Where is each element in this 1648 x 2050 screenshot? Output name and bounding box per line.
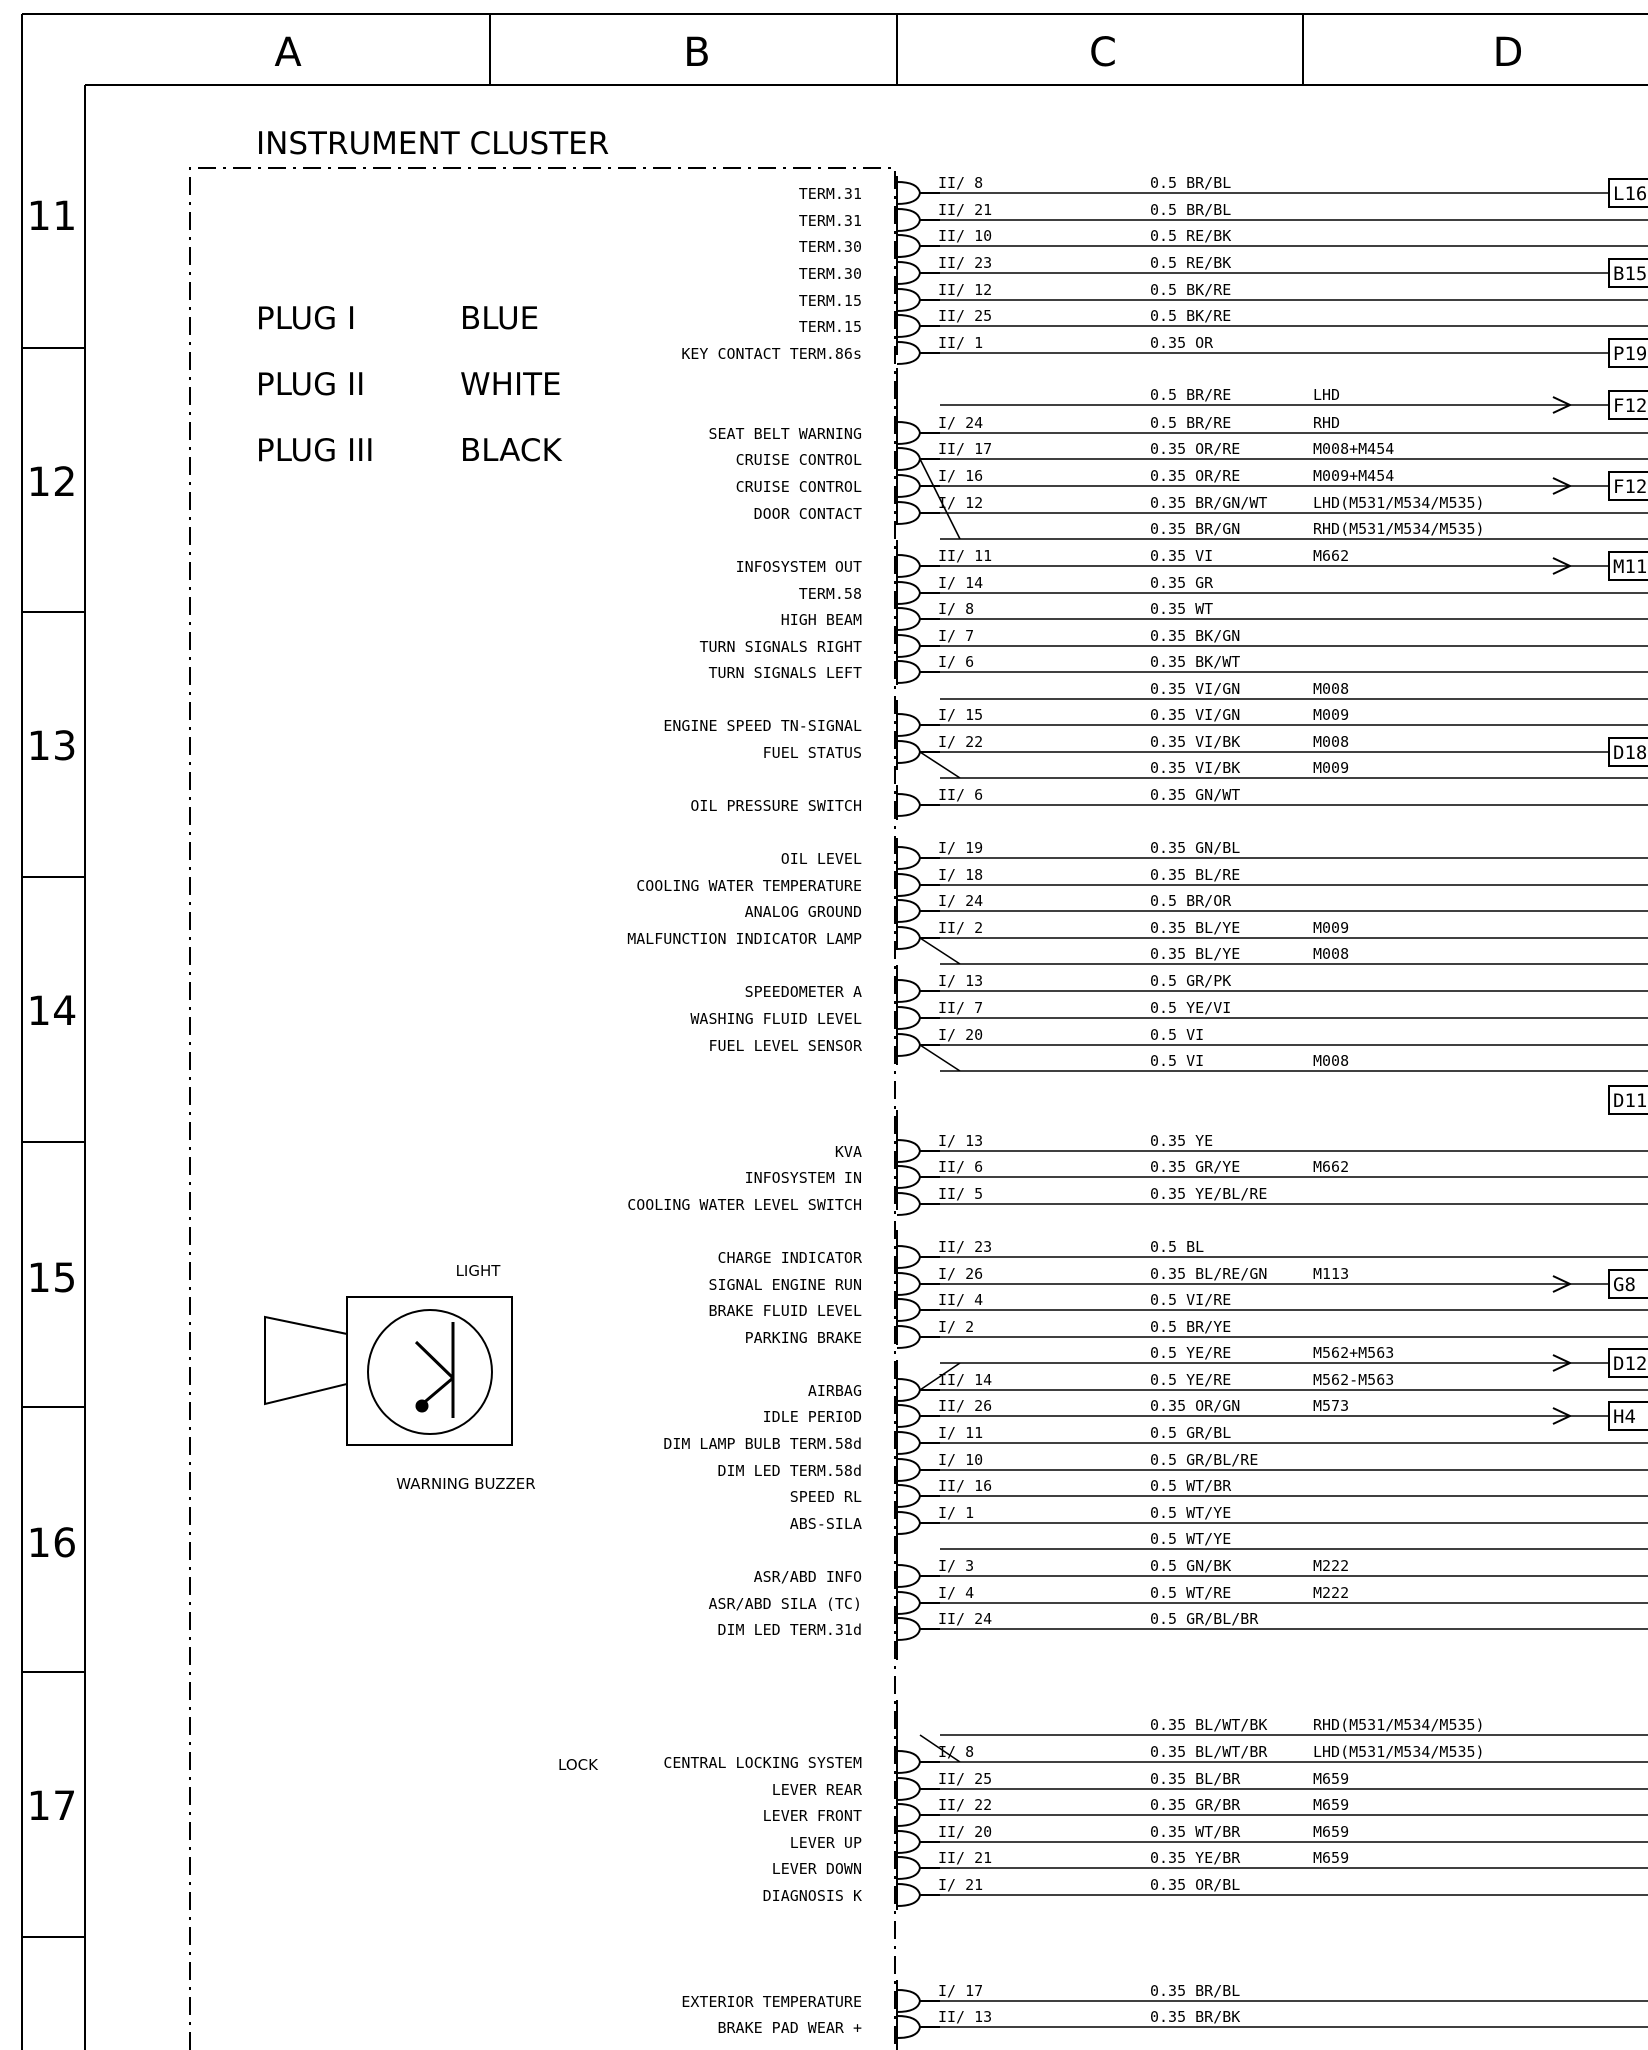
wire-spec: 0.35 BL/YE [1150, 945, 1241, 963]
lock-label: LOCK [558, 1756, 598, 1774]
pin-connector [897, 1379, 940, 1401]
page-title: INSTRUMENT CLUSTER [256, 126, 610, 162]
wire-spec: 0.5 GR/PK [1150, 972, 1232, 990]
pin-number: II/ 12 [938, 281, 993, 299]
buzzer-dot [416, 1400, 428, 1412]
pin-number: I/ 11 [938, 1424, 984, 1442]
signal-label: TERM.31 [798, 185, 862, 203]
component-label: F12 [1613, 395, 1648, 417]
component-label: P19 [1613, 343, 1648, 365]
wire-note: M562+M563 [1313, 1344, 1395, 1362]
pin-number: I/ 26 [938, 1265, 984, 1283]
wire-spec: 0.35 BL/YE [1150, 919, 1241, 937]
pin-number: I/ 13 [938, 1132, 984, 1150]
wire-spec: 0.35 OR/RE [1150, 467, 1241, 485]
plug-name: PLUG III [256, 433, 375, 469]
pin-connector [897, 635, 940, 657]
wire-note: RHD(M531/M534/M535) [1313, 1716, 1485, 1734]
pin-connector [897, 661, 940, 683]
pin-number: I/ 13 [938, 972, 984, 990]
pin-connector [897, 1034, 940, 1056]
pin-connector [897, 1565, 940, 1587]
wire-spec: 0.5 VI [1150, 1026, 1205, 1044]
wire-note: M659 [1313, 1796, 1350, 1814]
signal-label: OIL PRESSURE SWITCH [690, 797, 862, 815]
wire-spec: 0.5 YE/VI [1150, 999, 1232, 1017]
pin-number: I/ 14 [938, 574, 984, 592]
signal-label: PARKING BRAKE [744, 1329, 862, 1347]
wire-spec: 0.35 OR [1150, 334, 1214, 352]
pin-connector [897, 1857, 940, 1879]
row-label: 14 [26, 989, 78, 1035]
pin-number: II/ 2 [938, 919, 984, 937]
wire-spec: 0.35 BL/RE/GN [1150, 1265, 1268, 1283]
signal-label: TURN SIGNALS LEFT [708, 664, 862, 682]
signal-label: TERM.58 [798, 585, 862, 603]
wire-spec: 0.35 BK/WT [1150, 653, 1241, 671]
pin-connector [897, 980, 940, 1002]
pin-number: II/ 14 [938, 1371, 993, 1389]
pin-connector [897, 1140, 940, 1162]
pin-number: II/ 1 [938, 334, 984, 352]
wire-note: LHD(M531/M534/M535) [1313, 1743, 1485, 1761]
buzzer-horn [265, 1317, 347, 1404]
wire-note: M659 [1313, 1770, 1350, 1788]
signal-label: DIM LED TERM.58d [717, 1462, 862, 1480]
pin-connector [897, 289, 940, 311]
component-label: B15 [1613, 263, 1648, 285]
pin-connector [897, 1804, 940, 1826]
pin-number: II/ 13 [938, 2008, 993, 2026]
pin-number: II/ 22 [938, 1796, 993, 1814]
wire-spec: 0.35 GR [1150, 574, 1214, 592]
pin-connector [897, 1512, 940, 1534]
row-label: 13 [26, 724, 78, 770]
pin-number: II/ 25 [938, 1770, 993, 1788]
signal-label: EXTERIOR TEMPERATURE [681, 1993, 862, 2011]
signal-label: ASR/ABD SILA (TC) [708, 1595, 862, 1613]
signal-label: IDLE PERIOD [762, 1408, 862, 1426]
pin-number: II/ 26 [938, 1397, 993, 1415]
pin-number: I/ 22 [938, 733, 984, 751]
wire-spec: 0.5 BK/RE [1150, 307, 1232, 325]
wire-note: M009+M454 [1313, 467, 1395, 485]
pin-connector [897, 1592, 940, 1614]
pin-connector [897, 608, 940, 630]
signal-label: CHARGE INDICATOR [717, 1249, 862, 1267]
wire-note: M562-M563 [1313, 1371, 1395, 1389]
pin-number: II/ 21 [938, 201, 993, 219]
splice-line [920, 752, 960, 778]
pin-connector [897, 1432, 940, 1454]
signal-label: INFOSYSTEM OUT [735, 558, 862, 576]
signal-label: BRAKE PAD WEAR + [717, 2019, 862, 2037]
wire-note: M008+M454 [1313, 440, 1395, 458]
component-label: M11 [1613, 556, 1648, 578]
component-label: F12 [1613, 476, 1648, 498]
pin-number: I/ 1 [938, 1504, 975, 1522]
pin-connector [897, 1831, 940, 1853]
pin-connector [897, 209, 940, 231]
component-label: H4 [1613, 1406, 1636, 1428]
pin-number: II/ 23 [938, 254, 993, 272]
pin-connector [897, 1751, 940, 1773]
column-label: A [274, 30, 302, 76]
plug-color: WHITE [460, 367, 562, 403]
plug-color: BLACK [460, 433, 562, 469]
signal-label: LEVER REAR [771, 1781, 862, 1799]
wire-spec: 0.5 BK/RE [1150, 281, 1232, 299]
signal-label: CRUISE CONTROL [735, 478, 862, 496]
column-label: B [683, 30, 711, 76]
pin-number: II/ 4 [938, 1291, 984, 1309]
pin-number: I/ 8 [938, 600, 975, 618]
wire-spec: 0.5 BR/OR [1150, 892, 1232, 910]
column-label: C [1089, 30, 1117, 76]
signal-label: CRUISE CONTROL [735, 451, 862, 469]
wire-spec: 0.35 BR/GN/WT [1150, 494, 1268, 512]
pin-number: I/ 7 [938, 627, 975, 645]
signal-label: TERM.15 [798, 292, 862, 310]
pin-connector [897, 1007, 940, 1029]
wire-note: M573 [1313, 1397, 1350, 1415]
pin-number: I/ 18 [938, 866, 984, 884]
signal-label: KEY CONTACT TERM.86s [681, 345, 862, 363]
wire-note: RHD(M531/M534/M535) [1313, 520, 1485, 538]
wire-spec: 0.35 VI/GN [1150, 680, 1241, 698]
wire-note: LHD(M531/M534/M535) [1313, 494, 1485, 512]
signal-label: DIM LED TERM.31d [717, 1621, 862, 1639]
signal-label: MALFUNCTION INDICATOR LAMP [627, 930, 862, 948]
pin-connector [897, 1778, 940, 1800]
wire-spec: 0.5 RE/BK [1150, 227, 1232, 245]
pin-connector [897, 1990, 940, 2012]
wire-note: M662 [1313, 1158, 1350, 1176]
wire-spec: 0.35 GR/BR [1150, 1796, 1241, 1814]
wire-spec: 0.35 YE/BR [1150, 1849, 1241, 1867]
wire-spec: 0.5 GR/BL/RE [1150, 1451, 1259, 1469]
wire-note: M008 [1313, 945, 1350, 963]
signal-label: DIM LAMP BULB TERM.58d [663, 1435, 862, 1453]
signal-label: ANALOG GROUND [744, 903, 862, 921]
wire-spec: 0.35 YE/BL/RE [1150, 1185, 1268, 1203]
pin-connector [897, 1326, 940, 1348]
pin-number: II/ 7 [938, 999, 984, 1017]
pin-number: I/ 21 [938, 1876, 984, 1894]
pin-number: II/ 6 [938, 1158, 984, 1176]
pin-connector [897, 900, 940, 922]
wire-spec: 0.35 OR/GN [1150, 1397, 1241, 1415]
wire-note: M659 [1313, 1849, 1350, 1867]
wire-note: M662 [1313, 547, 1350, 565]
wire-note: M008 [1313, 1052, 1350, 1070]
wire-note: M009 [1313, 919, 1350, 937]
wire-spec: 0.5 VI [1150, 1052, 1205, 1070]
signal-label: LEVER FRONT [762, 1807, 862, 1825]
signal-label: CENTRAL LOCKING SYSTEM [663, 1754, 862, 1772]
wire-note: RHD [1313, 414, 1341, 432]
wire-spec: 0.5 WT/YE [1150, 1530, 1232, 1548]
wire-spec: 0.5 BR/RE [1150, 414, 1232, 432]
pin-connector [897, 315, 940, 337]
signal-label: WASHING FLUID LEVEL [690, 1010, 862, 1028]
pin-connector [897, 874, 940, 896]
signal-label: LEVER DOWN [771, 1860, 862, 1878]
pin-number: II/ 5 [938, 1185, 984, 1203]
signal-label: TERM.31 [798, 212, 862, 230]
wire-spec: 0.35 OR/RE [1150, 440, 1241, 458]
wire-spec: 0.5 BL [1150, 1238, 1205, 1256]
pin-number: II/ 16 [938, 1477, 993, 1495]
pin-number: II/ 6 [938, 786, 984, 804]
pin-number: I/ 10 [938, 1451, 984, 1469]
wire-note: M222 [1313, 1557, 1350, 1575]
pin-connector [897, 1193, 940, 1215]
buzzer-dial [368, 1310, 492, 1434]
wire-spec: 0.5 GN/BK [1150, 1557, 1232, 1575]
signal-label: TERM.30 [798, 238, 862, 256]
wire-spec: 0.5 BR/BL [1150, 201, 1232, 219]
wire-spec: 0.35 VI/BK [1150, 759, 1241, 777]
pin-connector [897, 1618, 940, 1640]
plug-name: PLUG II [256, 367, 366, 403]
pin-connector [897, 2016, 940, 2038]
signal-label: KVA [834, 1143, 862, 1161]
pin-connector [897, 502, 940, 524]
pin-connector [897, 448, 940, 470]
wire-spec: 0.5 BR/YE [1150, 1318, 1232, 1336]
wire-spec: 0.35 VI [1150, 547, 1214, 565]
pin-number: I/ 3 [938, 1557, 975, 1575]
column-label: D [1492, 30, 1524, 76]
signal-label: ABS-SILA [789, 1515, 862, 1533]
signal-label: ASR/ABD INFO [753, 1568, 862, 1586]
wire-note: M222 [1313, 1584, 1350, 1602]
signal-label: TERM.30 [798, 265, 862, 283]
signal-label: OIL LEVEL [780, 850, 862, 868]
component-label: D11 [1613, 1090, 1648, 1112]
wire-spec: 0.35 WT/BR [1150, 1823, 1241, 1841]
signal-label: FUEL STATUS [762, 744, 862, 762]
row-label: 11 [26, 194, 78, 240]
component-label: L16 [1613, 183, 1648, 205]
wire-spec: 0.35 GN/WT [1150, 786, 1241, 804]
signal-label: INFOSYSTEM IN [744, 1169, 862, 1187]
wire-spec: 0.35 BR/BL [1150, 1982, 1241, 2000]
row-label: 12 [26, 460, 78, 506]
pin-number: I/ 16 [938, 467, 984, 485]
signal-label: ENGINE SPEED TN-SIGNAL [663, 717, 862, 735]
pin-number: II/ 23 [938, 1238, 993, 1256]
pin-connector [897, 1459, 940, 1481]
pin-number: I/ 12 [938, 494, 984, 512]
signal-label: LEVER UP [789, 1834, 862, 1852]
pin-number: II/ 24 [938, 1610, 993, 1628]
wire-spec: 0.5 GR/BL/BR [1150, 1610, 1259, 1628]
pin-number: I/ 8 [938, 1743, 975, 1761]
signal-label: TERM.15 [798, 318, 862, 336]
row-label: 16 [26, 1521, 78, 1567]
pin-number: I/ 4 [938, 1584, 975, 1602]
wire-spec: 0.35 OR/BL [1150, 1876, 1241, 1894]
wire-spec: 0.35 BL/WT/BK [1150, 1716, 1268, 1734]
pin-connector [897, 1884, 940, 1906]
wire-spec: 0.35 YE [1150, 1132, 1214, 1150]
signal-label: SIGNAL ENGINE RUN [708, 1276, 862, 1294]
signal-label: BRAKE FLUID LEVEL [708, 1302, 862, 1320]
signal-label: DIAGNOSIS K [762, 1887, 862, 1905]
signal-label: COOLING WATER LEVEL SWITCH [627, 1196, 862, 1214]
pin-number: I/ 17 [938, 1982, 984, 2000]
wire-spec: 0.5 YE/RE [1150, 1344, 1232, 1362]
signal-label: COOLING WATER TEMPERATURE [636, 877, 862, 895]
pin-number: I/ 19 [938, 839, 984, 857]
pin-number: I/ 2 [938, 1318, 975, 1336]
wire-spec: 0.5 BR/BL [1150, 174, 1232, 192]
splice-line [920, 1045, 960, 1071]
wire-note: LHD [1313, 386, 1341, 404]
pin-number: II/ 11 [938, 547, 993, 565]
pin-number: I/ 24 [938, 414, 984, 432]
plug-name: PLUG I [256, 301, 357, 337]
signal-label: SPEED RL [789, 1488, 862, 1506]
wire-spec: 0.35 GR/YE [1150, 1158, 1241, 1176]
pin-connector [897, 582, 940, 604]
pin-connector [897, 1246, 940, 1268]
wire-spec: 0.35 VI/GN [1150, 706, 1241, 724]
wire-spec: 0.5 GR/BL [1150, 1424, 1232, 1442]
pin-connector [897, 1485, 940, 1507]
pin-number: I/ 20 [938, 1026, 984, 1044]
pin-connector [897, 235, 940, 257]
pin-connector [897, 342, 940, 364]
signal-label: HIGH BEAM [780, 611, 862, 629]
pin-connector [897, 714, 940, 736]
plug-color: BLUE [460, 301, 540, 337]
component-label: G8 [1613, 1274, 1636, 1296]
component-label: D18 [1613, 742, 1648, 764]
row-label: 15 [26, 1256, 78, 1302]
splice-line [920, 938, 960, 964]
buzzer-bottom-label: WARNING BUZZER [396, 1475, 536, 1493]
pin-connector [897, 1405, 940, 1427]
pin-number: II/ 17 [938, 440, 993, 458]
pin-connector [897, 422, 940, 444]
wire-spec: 0.35 BK/GN [1150, 627, 1241, 645]
wire-spec: 0.35 GN/BL [1150, 839, 1241, 857]
signal-label: FUEL LEVEL SENSOR [708, 1037, 862, 1055]
pin-number: II/ 21 [938, 1849, 993, 1867]
signal-label: TURN SIGNALS RIGHT [699, 638, 862, 656]
wire-spec: 0.5 WT/YE [1150, 1504, 1232, 1522]
wire-spec: 0.35 BL/RE [1150, 866, 1241, 884]
wire-spec: 0.5 RE/BK [1150, 254, 1232, 272]
wire-spec: 0.5 BR/RE [1150, 386, 1232, 404]
pin-number: II/ 10 [938, 227, 993, 245]
wire-spec: 0.35 BR/BK [1150, 2008, 1241, 2026]
row-label: 17 [26, 1784, 78, 1830]
wire-spec: 0.5 WT/RE [1150, 1584, 1232, 1602]
pin-number: II/ 8 [938, 174, 984, 192]
pin-connector [897, 262, 940, 284]
signal-label: AIRBAG [807, 1382, 862, 1400]
wire-note: M008 [1313, 680, 1350, 698]
wire-note: M113 [1313, 1265, 1350, 1283]
component-label: D12 [1613, 1353, 1648, 1375]
wire-spec: 0.35 BL/BR [1150, 1770, 1241, 1788]
wire-spec: 0.35 BL/WT/BR [1150, 1743, 1268, 1761]
pin-connector [897, 847, 940, 869]
wire-note: M009 [1313, 706, 1350, 724]
wire-spec: 0.35 WT [1150, 600, 1214, 618]
pin-number: I/ 6 [938, 653, 975, 671]
wire-spec: 0.35 VI/BK [1150, 733, 1241, 751]
pin-number: I/ 15 [938, 706, 984, 724]
pin-connector [897, 555, 940, 577]
wire-spec: 0.35 BR/GN [1150, 520, 1241, 538]
pin-number: II/ 25 [938, 307, 993, 325]
pin-connector [897, 927, 940, 949]
signal-label: SPEEDOMETER A [744, 983, 862, 1001]
signal-label: SEAT BELT WARNING [708, 425, 862, 443]
pin-number: II/ 20 [938, 1823, 993, 1841]
wire-note: M009 [1313, 759, 1350, 777]
buzzer-housing [347, 1297, 512, 1445]
wire-spec: 0.5 YE/RE [1150, 1371, 1232, 1389]
wire-note: M659 [1313, 1823, 1350, 1841]
pin-connector [897, 1299, 940, 1321]
pin-connector [897, 1273, 940, 1295]
pin-connector [897, 741, 940, 763]
wire-note: M008 [1313, 733, 1350, 751]
pin-connector [897, 1166, 940, 1188]
wire-spec: 0.5 WT/BR [1150, 1477, 1232, 1495]
pin-connector [897, 182, 940, 204]
pin-number: I/ 24 [938, 892, 984, 910]
signal-label: DOOR CONTACT [753, 505, 862, 523]
pin-connector [897, 794, 940, 816]
wire-spec: 0.5 VI/RE [1150, 1291, 1232, 1309]
buzzer-top-label: LIGHT [455, 1262, 501, 1280]
